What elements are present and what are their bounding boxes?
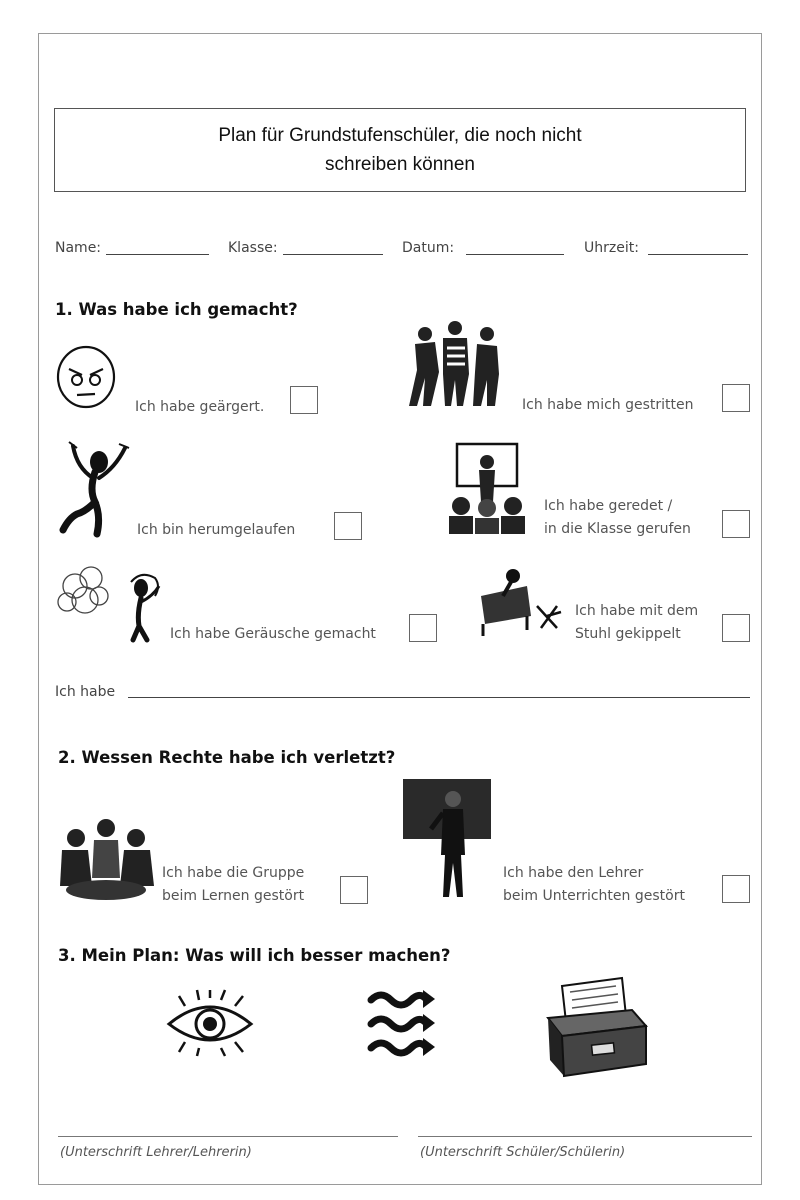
- teacher-at-board-icon: [403, 779, 491, 903]
- section-1-heading: 1. Was habe ich gemacht?: [55, 300, 298, 319]
- item-talking-label-2: in die Klasse gerufen: [544, 521, 691, 537]
- item-group-label-1: Ich habe die Gruppe: [162, 865, 305, 881]
- item-running-checkbox[interactable]: [334, 512, 362, 540]
- section-2-heading: 2. Wessen Rechte habe ich verletzt?: [58, 748, 396, 767]
- angry-face-icon: [55, 345, 117, 409]
- title-box: [54, 108, 746, 192]
- name-field[interactable]: [106, 254, 209, 255]
- item-fight-label: Ich habe mich gestritten: [522, 397, 694, 413]
- learning-group-icon: [58, 816, 156, 902]
- free-text-label: Ich habe: [55, 684, 116, 700]
- noise-figure-icon: [55, 556, 170, 642]
- teacher-signature-label: (Unterschrift Lehrer/Lehrerin): [60, 1145, 252, 1160]
- running-figure-icon: [55, 438, 135, 538]
- section-3-heading: 3. Mein Plan: Was will ich besser machen?: [58, 946, 451, 965]
- item-angry-label: Ich habe geärgert.: [135, 399, 265, 415]
- student-signature-label: (Unterschrift Schüler/Schülerin): [420, 1145, 626, 1160]
- item-group-label-2: beim Lernen gestört: [162, 888, 305, 904]
- item-talking-checkbox[interactable]: [722, 510, 750, 538]
- item-chair-label-2: Stuhl gekippelt: [575, 626, 681, 642]
- class-label: Klasse:: [228, 240, 278, 256]
- item-noise-checkbox[interactable]: [409, 614, 437, 642]
- item-noise-label: Ich habe Geräusche gemacht: [170, 626, 376, 642]
- student-signature-line[interactable]: [418, 1136, 752, 1137]
- item-fight-checkbox[interactable]: [722, 384, 750, 412]
- item-angry-checkbox[interactable]: [290, 386, 318, 414]
- date-field[interactable]: [466, 254, 564, 255]
- time-label: Uhrzeit:: [584, 240, 639, 256]
- eye-icon: [165, 990, 255, 1056]
- class-field[interactable]: [283, 254, 383, 255]
- tipping-chair-icon: [477, 566, 563, 642]
- item-running-label: Ich bin herumgelaufen: [137, 522, 296, 538]
- wavy-arrows-icon: [367, 988, 437, 1064]
- item-chair-checkbox[interactable]: [722, 614, 750, 642]
- item-chair-label-1: Ich habe mit dem: [575, 603, 699, 619]
- title-line-1: Plan für Grundstufenschüler, die noch nicht: [218, 125, 582, 146]
- date-label: Datum:: [402, 240, 455, 256]
- item-teacher-label-1: Ich habe den Lehrer: [503, 865, 644, 881]
- title-line-2: schreiben können: [325, 154, 475, 175]
- item-teacher-checkbox[interactable]: [722, 875, 750, 903]
- classroom-talking-icon: [447, 442, 527, 536]
- free-text-field[interactable]: [128, 697, 750, 698]
- item-talking-label-1: Ich habe geredet /: [544, 498, 673, 514]
- fighting-people-icon: [405, 320, 505, 408]
- card-box-icon: [542, 976, 652, 1080]
- item-group-checkbox[interactable]: [340, 876, 368, 904]
- time-field[interactable]: [648, 254, 748, 255]
- name-label: Name:: [55, 240, 102, 256]
- item-teacher-label-2: beim Unterrichten gestört: [503, 888, 685, 904]
- teacher-signature-line[interactable]: [58, 1136, 398, 1137]
